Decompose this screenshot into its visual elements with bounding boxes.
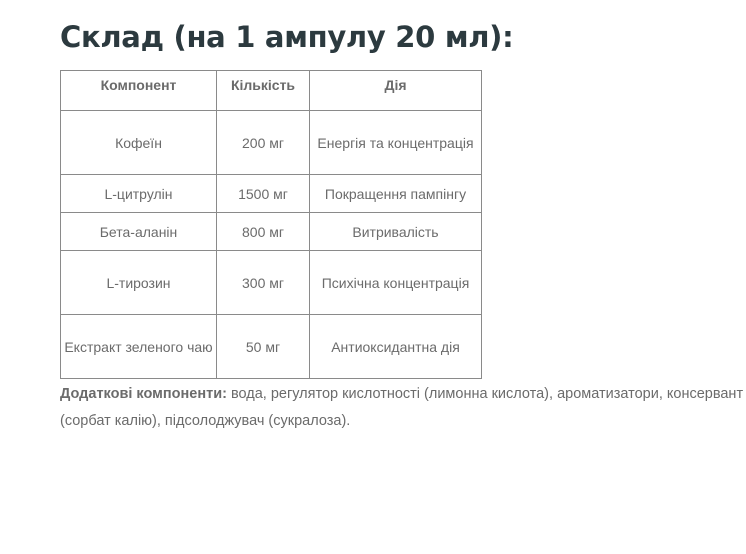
additional-label: Додаткові компоненти: bbox=[60, 386, 227, 402]
cell-amount: 1500 мг bbox=[217, 175, 310, 213]
cell-component: L-цитрулін bbox=[61, 175, 217, 213]
page-title: Склад (на 1 ампулу 20 мл): bbox=[60, 20, 514, 54]
cell-amount: 800 мг bbox=[217, 213, 310, 251]
header-component: Компонент bbox=[61, 71, 217, 111]
table-row bbox=[61, 213, 482, 251]
cell-action: Антиоксидантна дія bbox=[310, 315, 482, 379]
cell-amount: 50 мг bbox=[217, 315, 310, 379]
cell-action: Покращення пампінгу bbox=[310, 175, 482, 213]
cell-amount: 300 мг bbox=[217, 251, 310, 315]
cell-component: Екстракт зеленого чаю bbox=[61, 315, 217, 379]
cell-component: Бета-аланін bbox=[61, 213, 217, 251]
composition-table bbox=[60, 70, 482, 379]
table-row bbox=[61, 315, 482, 379]
header-action: Дія bbox=[310, 71, 482, 111]
cell-amount: 200 мг bbox=[217, 111, 310, 175]
cell-action: Енергія та концентрація bbox=[310, 111, 482, 175]
table-row bbox=[61, 175, 482, 213]
cell-action: Витривалість bbox=[310, 213, 482, 251]
table-header-row bbox=[61, 71, 482, 111]
table-row bbox=[61, 111, 482, 175]
additional-text: вода, регулятор кислотності (лимонна кислота), ароматизатори, консервант (сорбат калію), підсолоджувач (сукралоза). bbox=[60, 386, 744, 429]
cell-action: Психічна концентрація bbox=[310, 251, 482, 315]
cell-component: Кофеїн bbox=[61, 111, 217, 175]
additional-components bbox=[60, 381, 746, 435]
cell-component: L-тирозин bbox=[61, 251, 217, 315]
table-row bbox=[61, 251, 482, 315]
header-amount: Кількість bbox=[217, 71, 310, 111]
